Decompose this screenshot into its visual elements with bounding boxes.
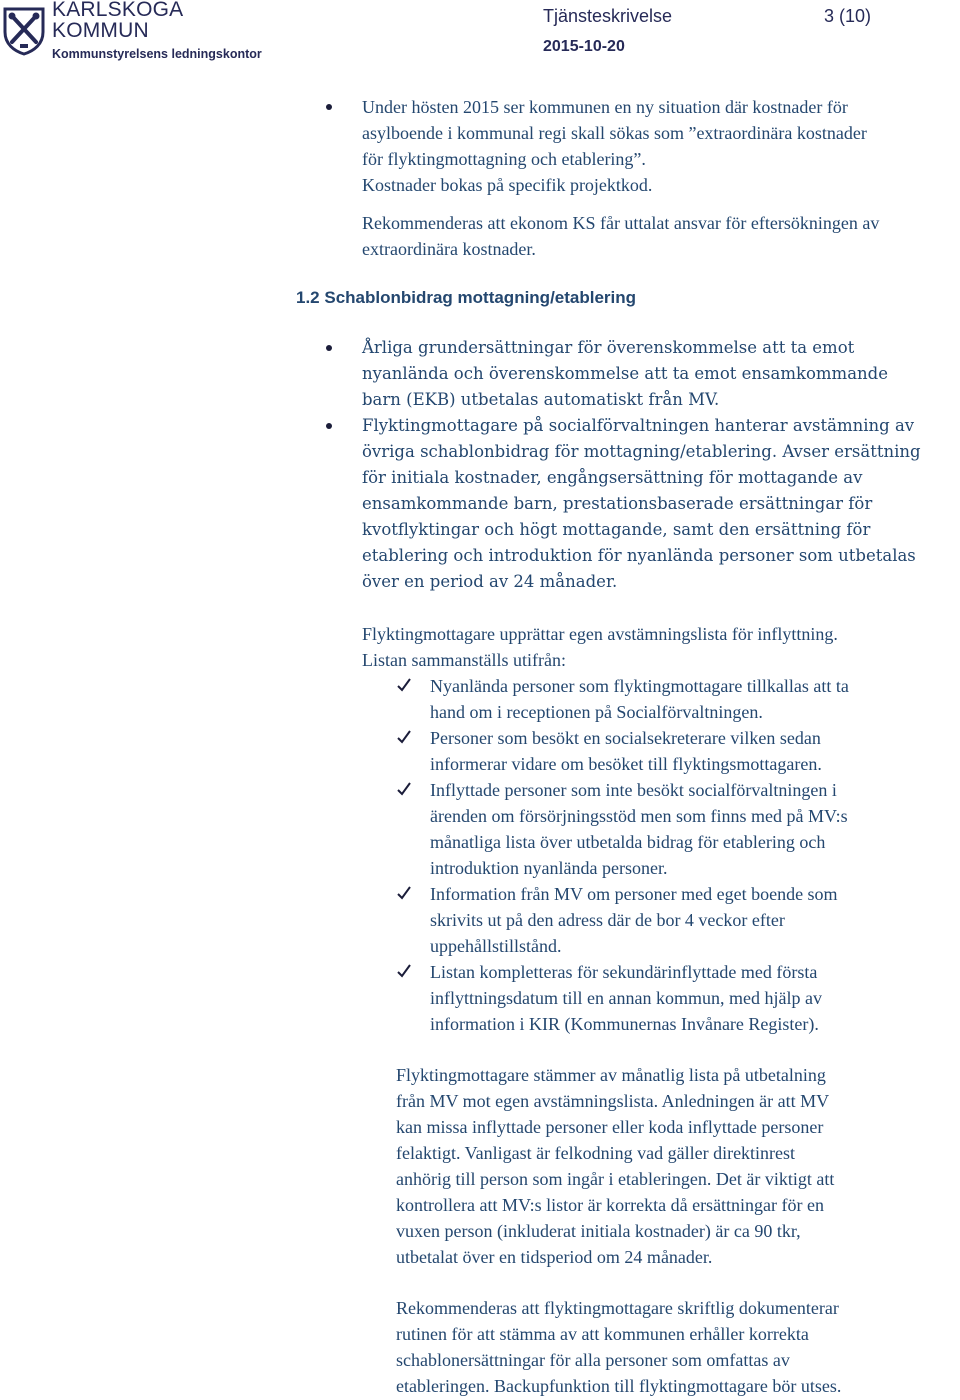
intro-bullet-block	[362, 94, 952, 262]
checklist-item	[430, 959, 956, 1037]
page-number: 3 (10)	[824, 6, 872, 26]
text-line: nyanlända och överenskommelse att ta emot ensamkommande	[362, 364, 888, 383]
text-line: månatliga lista över utbetalda bidrag för etablering och	[430, 832, 826, 852]
recommendation-paragraph	[396, 1295, 956, 1399]
checkmark-icon	[396, 677, 412, 693]
text-line: över en period av 24 månader.	[362, 572, 618, 591]
text-line: Nyanlända personer som flyktingmottagare tillkallas att ta	[430, 676, 849, 696]
text-line: Flyktingmottagare på socialförvaltningen hanterar avstämning av	[362, 416, 915, 435]
checklist-item	[430, 673, 956, 725]
text-line: för flyktingmottagning och etablering”.	[362, 149, 646, 169]
text-line: för initiala kostnader, engångsersättning för mottagande av	[362, 468, 863, 487]
list-item	[362, 335, 954, 413]
paragraph	[396, 1295, 956, 1399]
section-heading: 1.2 Schablonbidrag mottagning/etablering	[296, 288, 637, 307]
paragraph	[396, 1062, 956, 1270]
intro-bullet-list	[362, 94, 952, 262]
text-line: etablering och introduktion för nyanlända personer som utbetalas	[362, 546, 916, 565]
checklist-item	[430, 881, 956, 959]
checklist-item	[430, 777, 956, 881]
logo-office-name: Kommunstyrelsens ledningskontor	[52, 47, 262, 62]
text-line: Rekommenderas att flyktingmottagare skriftlig dokumenterar	[396, 1298, 839, 1318]
text-line: introduktion nyanlända personer.	[430, 858, 668, 878]
checkmark-icon	[396, 963, 412, 979]
text-line: extraordinära kostnader.	[362, 239, 536, 259]
text-line: ensamkommande barn, prestationsbaserade ersättningar för	[362, 494, 873, 513]
text-line: utbetalat över en tidsperiod om 24 månader.	[396, 1247, 713, 1267]
checkmark-icon	[396, 885, 412, 901]
text-line: Under hösten 2015 ser kommunen en ny situation där kostnader för	[362, 97, 848, 117]
municipality-logo	[2, 0, 262, 62]
reconciliation-paragraph	[396, 1062, 956, 1270]
text-line: rutinen för att stämma av att kommunen erhåller korrekta	[396, 1324, 809, 1344]
logo-municipality-name: KARLSKOGA KOMMUN	[52, 0, 183, 43]
text-line: barn (EKB) utbetalas automatiskt från MV.	[362, 390, 720, 409]
text-line: kontrollera att MV:s listor är korrekta då ersättningar för en	[396, 1195, 825, 1215]
text-line: Listan sammanställs utifrån:	[362, 650, 566, 670]
text-line: övriga schablonbidrag för mottagning/etablering. Avser ersättning	[362, 442, 921, 461]
text-line: Flyktingmottagare stämmer av månatlig lista på utbetalning	[396, 1065, 826, 1085]
text-line: kvotflyktingar och högt mottagande, samt den ersättning för	[362, 520, 871, 539]
checklist-block	[430, 673, 956, 1037]
text-line: informerar vidare om besöket till flyktingsmottagaren.	[430, 754, 822, 774]
spacer	[362, 198, 952, 210]
checkmark-icon	[396, 781, 412, 797]
text-line: anhörig till person som ingår i etableringen. Det är viktigt att	[396, 1169, 835, 1189]
text-line: uppehållstillstånd.	[430, 936, 562, 956]
schablon-bullet-list	[362, 335, 954, 595]
text-line: schablonersättningar för alla personer som omfattas av	[396, 1350, 790, 1370]
checkmark-icon	[396, 729, 412, 745]
list-item	[362, 413, 954, 595]
checklist-intro	[362, 621, 954, 673]
text-line: Kostnader bokas på specifik projektkod.	[362, 175, 653, 195]
text-line: Flyktingmottagare upprättar egen avstämningslista för inflyttning.	[362, 624, 838, 644]
text-line: Inflyttade personer som inte besökt socialförvaltningen i	[430, 780, 837, 800]
text-line: Listan kompletteras för sekundärinflyttade med första	[430, 962, 818, 982]
document-date: 2015-10-20	[543, 38, 625, 55]
text-line: inflyttningsdatum till en annan kommun, med hjälp av	[430, 988, 822, 1008]
text-line: vuxen person (inkluderat initiala kostnader) är ca 90 tkr,	[396, 1221, 801, 1241]
text-line: Information från MV om personer med eget boende som	[430, 884, 838, 904]
checklist	[430, 673, 956, 1037]
text-line: ärenden om försörjningsstöd men som finns med på MV:s	[430, 806, 848, 826]
document-type: Tjänsteskrivelse	[543, 6, 673, 26]
checklist-item	[430, 725, 956, 777]
text-line: etableringen. Backupfunktion till flyktingmottagare bör utses.	[396, 1376, 842, 1396]
text-line: asylboende i kommunal regi skall sökas som ”extraordinära kostnader	[362, 123, 867, 143]
logo-text	[52, 1, 262, 61]
text-line: felaktigt. Vanligast är felkodning vad gäller direktinrest	[396, 1143, 796, 1163]
text-line: hand om i receptionen på Socialförvaltningen.	[430, 702, 763, 722]
list-item	[362, 94, 952, 262]
text-line: skrivits ut på den adress där de bor 4 veckor efter	[430, 910, 785, 930]
text-line: Personer som besökt en socialsekreterare vilken sedan	[430, 728, 821, 748]
text-line: Årliga grundersättningar för överenskommelse att ta emot	[362, 338, 855, 357]
text-line: från MV mot egen avstämningslista. Anledningen är att MV	[396, 1091, 830, 1111]
text-line: kan missa inflyttade personer eller koda inflyttade personer	[396, 1117, 824, 1137]
coat-of-arms-icon	[2, 6, 46, 56]
text-line: information i KIR (Kommunernas Invånare Register).	[430, 1014, 819, 1034]
text-line: Rekommenderas att ekonom KS får uttalat ansvar för eftersökningen av	[362, 213, 880, 233]
schablon-bullet-block	[362, 335, 954, 595]
